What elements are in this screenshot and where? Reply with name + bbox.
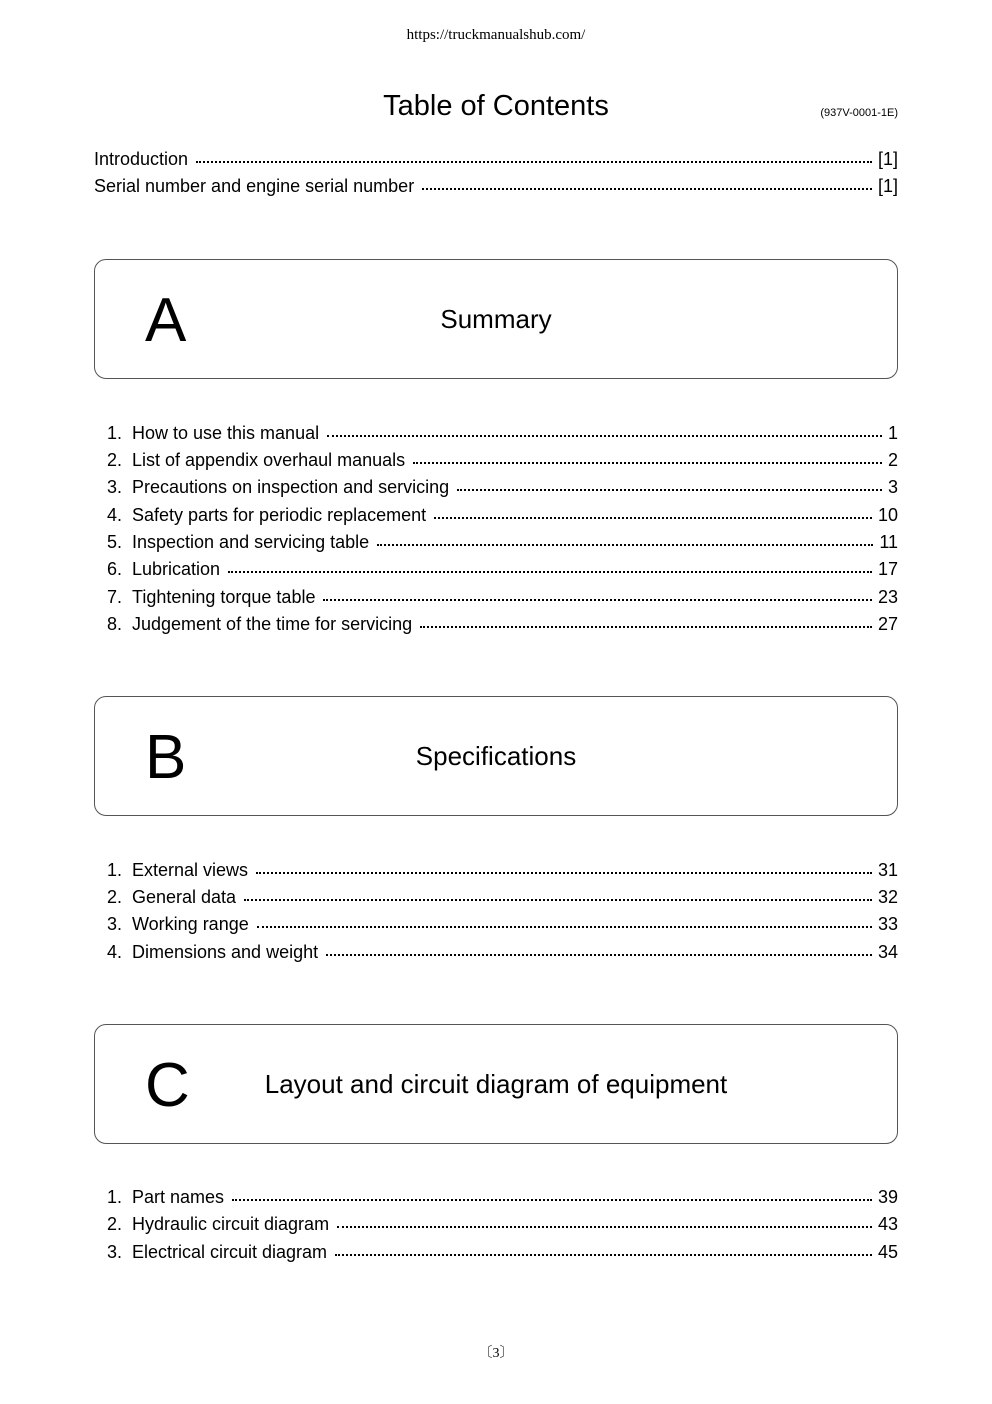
leader-dots [413,462,882,464]
leader-dots [457,489,882,491]
toc-entry-page: 1 [887,423,898,443]
leader-dots [420,626,872,628]
toc-entry-number: 6. [107,559,123,579]
toc-entry[interactable] [94,1242,898,1264]
toc-entry-label: Judgement of the time for servicing [132,614,413,634]
toc-entry-page: 33 [877,914,898,934]
toc-entry-page: [1] [877,176,898,196]
toc-entry-number: 1. [107,423,123,443]
leader-dots [196,161,872,163]
toc-entry-page: 31 [877,860,898,880]
toc-entry-label: Serial number and engine serial number [94,176,415,196]
toc-entry-page: 27 [877,614,898,634]
section-letter: A [145,286,187,355]
toc-entry-page: 32 [877,887,898,907]
toc-entry-page: 34 [877,942,898,962]
toc-entry[interactable] [94,614,898,636]
toc-entry[interactable] [94,587,898,609]
toc-entry-label: Introduction [94,149,189,169]
toc-entry-label: Safety parts for periodic replacement [132,505,427,525]
toc-entry-number: 1. [107,860,123,880]
toc-entry-number: 1. [107,1187,123,1207]
toc-entry-number: 4. [107,942,123,962]
toc-entry[interactable] [94,450,898,472]
section-letter: C [145,1051,190,1120]
toc-entry[interactable] [94,423,898,445]
toc-entry-number: 3. [107,914,123,934]
toc-entry[interactable] [94,860,898,882]
toc-entry-number: 2. [107,450,123,470]
toc-entry-number: 4. [107,505,123,525]
toc-entry-page: [1] [877,149,898,169]
toc-entry-label: General data [132,887,237,907]
toc-entry[interactable] [94,505,898,527]
toc-entry[interactable] [94,532,898,554]
page-number: 〔3〕 [478,1346,514,1361]
toc-entry-label: Tightening torque table [132,587,316,607]
toc-entry-page: 10 [877,505,898,525]
toc-entry-serial-number[interactable] [94,176,898,198]
leader-dots [434,517,872,519]
toc-entry-page: 39 [877,1187,898,1207]
toc-entry-label: Electrical circuit diagram [132,1242,328,1262]
page-title: Table of Contents [383,90,609,122]
toc-entry-label: Precautions on inspection and servicing [132,477,450,497]
toc-entry-label: List of appendix overhaul manuals [132,450,406,470]
toc-entry-page: 45 [877,1242,898,1262]
toc-entry-label: Hydraulic circuit diagram [132,1214,330,1234]
toc-entry[interactable] [94,914,898,936]
toc-entry-number: 3. [107,477,123,497]
toc-entry-number: 2. [107,1214,123,1234]
toc-entry-label: Dimensions and weight [132,942,319,962]
document-code: (937V-0001-1E) [820,107,898,119]
toc-entry-label: How to use this manual [132,423,320,443]
section-header-a [94,259,898,379]
leader-dots [323,599,872,601]
source-url: https://truckmanualshub.com/ [406,27,586,43]
leader-dots [257,926,872,928]
toc-entry[interactable] [94,1214,898,1236]
toc-entry-label: Working range [132,914,249,934]
toc-entry-number: 5. [107,532,123,552]
section-letter: B [145,723,187,792]
toc-entry-page: 17 [877,559,898,579]
leader-dots [244,899,872,901]
leader-dots [337,1226,872,1228]
toc-entry-label: Lubrication [132,559,221,579]
toc-entry-page: 43 [877,1214,898,1234]
toc-entry-page: 11 [879,532,898,552]
section-header-c [94,1024,898,1144]
toc-entry-introduction[interactable] [94,149,898,171]
leader-dots [335,1254,872,1256]
section-heading: Summary [440,304,552,334]
toc-entry-number: 8. [107,614,123,634]
leader-dots [232,1199,872,1201]
leader-dots [326,954,872,956]
section-heading: Specifications [415,741,577,771]
toc-entry-page: 3 [887,477,898,497]
toc-entry-number: 2. [107,887,123,907]
leader-dots [422,188,872,190]
toc-entry-page: 2 [887,450,898,470]
leader-dots [228,571,872,573]
section-header-b [94,696,898,816]
toc-entry-number: 3. [107,1242,123,1262]
toc-entry[interactable] [94,1187,898,1209]
toc-entry[interactable] [94,942,898,964]
toc-entry[interactable] [94,559,898,581]
section-heading: Layout and circuit diagram of equipment [264,1069,728,1099]
toc-entry-number: 7. [107,587,123,607]
leader-dots [327,435,882,437]
leader-dots [256,872,872,874]
toc-entry[interactable] [94,887,898,909]
toc-entry-page: 23 [877,587,898,607]
toc-entry-label: External views [132,860,249,880]
toc-entry-label: Part names [132,1187,225,1207]
toc-entry[interactable] [94,477,898,499]
leader-dots [377,544,873,546]
toc-entry-label: Inspection and servicing table [132,532,370,552]
